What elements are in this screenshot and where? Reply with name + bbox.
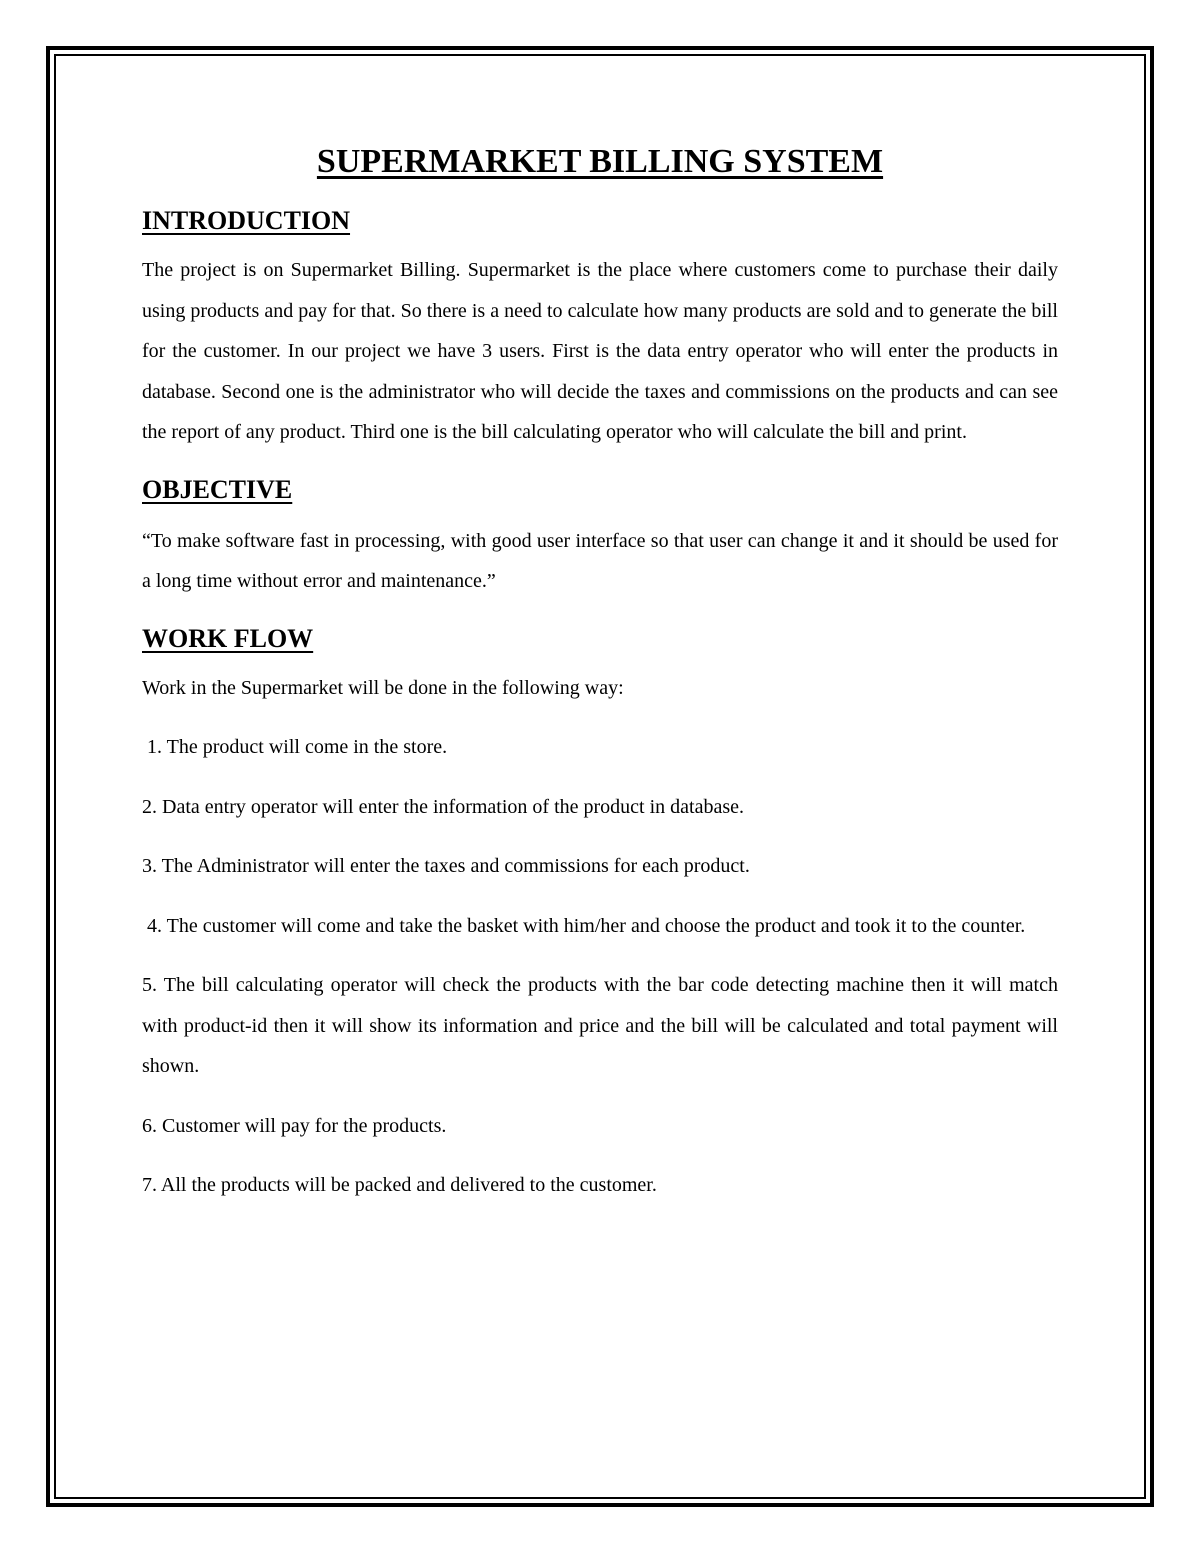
workflow-intro: Work in the Supermarket will be done in the following way: <box>142 676 624 699</box>
objective-text: “To make software fast in processing, with good user interface so that user can change it and it should be used for a long time without error and maintenance.” <box>142 529 1058 592</box>
objective-heading: OBJECTIVE <box>142 474 293 504</box>
workflow-step-1: 1. The product will come in the store. <box>142 736 448 758</box>
workflow-step-5: 5. The bill calculating operator will check the products with the bar code detecting machine then it will match with product-id then it will show its information and price and the bill will be calculated and total payment will shown. <box>142 974 1058 1077</box>
workflow-step-4: 4. The customer will come and take the basket with him/her and choose the product and took it to the counter. <box>142 914 1026 937</box>
document-body <box>142 140 1058 1206</box>
document-title: SUPERMARKET BILLING SYSTEM <box>316 143 884 180</box>
workflow-heading: WORK FLOW <box>142 623 314 653</box>
workflow-step-3: 3. The Administrator will enter the taxes and commissions for each product. <box>142 855 750 877</box>
workflow-step-2: 2. Data entry operator will enter the information of the product in database. <box>142 795 745 818</box>
workflow-step-7: 7. All the products will be packed and delivered to the customer. <box>142 1174 657 1196</box>
introduction-text: The project is on Supermarket Billing. Supermarket is the place where customers come to purchase their daily using products and pay for that. So there is a need to calculate how many products are sold and to generate the bill for the customer. In our project we have 3 users. First is the data entry operator who will enter the products in database. Second one is the administrator who will decide the taxes and commissions on the products and can see the report of any product. Third one is the bill calculating operator who will calculate the bill and print. <box>142 259 1058 443</box>
introduction-heading: INTRODUCTION <box>142 206 351 235</box>
workflow-step-6: 6. Customer will pay for the products. <box>142 1114 447 1137</box>
